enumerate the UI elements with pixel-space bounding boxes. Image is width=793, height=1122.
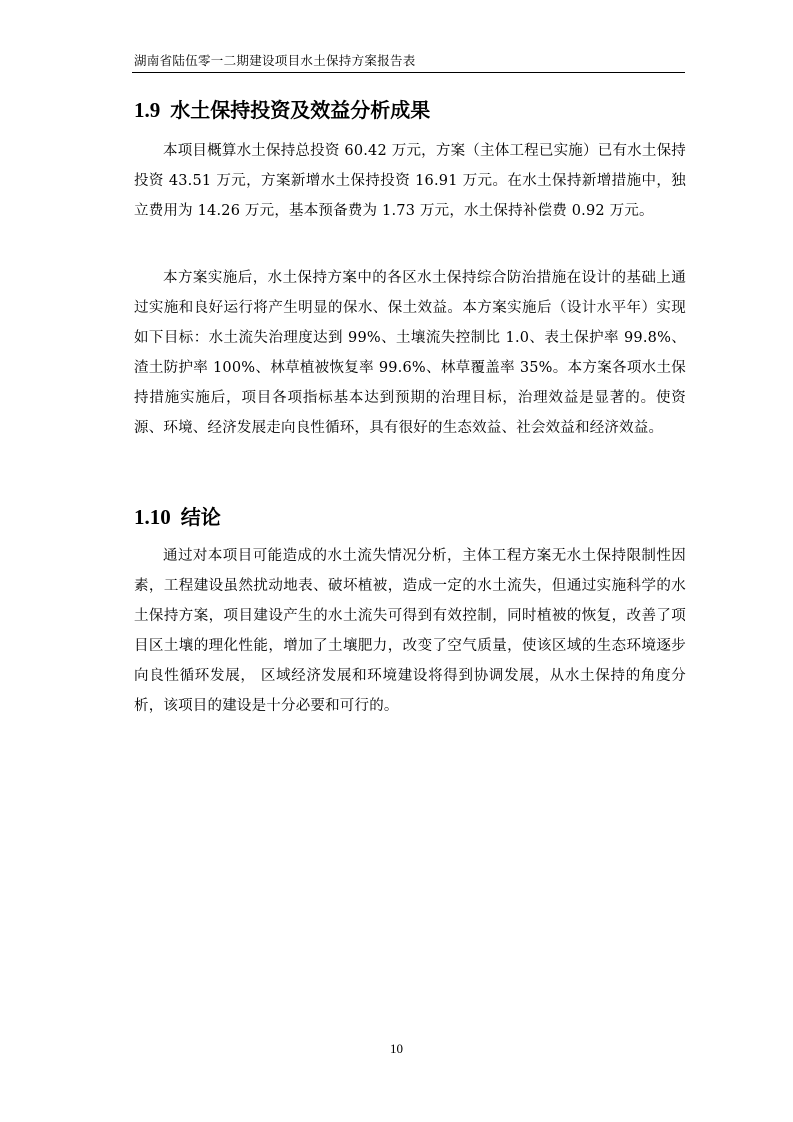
page-number: 10: [390, 1041, 403, 1056]
section-number: 1.10: [134, 505, 171, 529]
paragraph-investment: 本项目概算水土保持总投资 60.42 万元，方案（主体工程已实施）已有水土保持投资 43.51 万元，方案新增水土保持投资 16.91 万元。在水土保持新增措施中，独立费用为 14.26 万元，基本预备费为 1.73 万元，水土保持补偿费 0.92 万元。: [134, 143, 686, 219]
paragraph-conclusion: 通过对本项目可能造成的水土流失情况分析，主体工程方案无水土保持限制性因素，工程建设虽然扰动地表、破坏植被，造成一定的水土流失，但通过实施科学的水土保持方案，项目建设产生的水土流失可得到有效控制，同时植被的恢复，改善了项目区土壤的理化性能，增加了土壤肥力，改变了空气质量，使该区域的生态环境逐步向良性循环发展， 区域经济发展和环境建设将得到协调发展，从水土保持的角度分析，该项目的建设是十分必要和可行的。: [134, 548, 686, 714]
paragraph-benefits: 本方案实施后，水土保持方案中的各区水土保持综合防治措施在设计的基础上通过实施和良好运行将产生明显的保水、保土效益。本方案实施后（设计水平年）实现如下目标：水土流失治理度达到 99%、土壤流失控制比 1.0、表土保护率 99.8%、渣土防护率 100%、林草植被恢复率 99.6%、林草覆盖率 35%。本方案各项水土保持措施实施后，项目各项指标基本达到预期的治理目标，治理效益是显著的。使资源、环境、经济发展走向良性循环，具有很好的生态效益、社会效益和经济效益。: [134, 270, 686, 436]
section-heading-1-9: [134, 94, 430, 123]
section-heading-1-10: [134, 501, 221, 530]
header-rule: [132, 72, 685, 73]
section-title: 水土保持投资及效益分析成果: [170, 98, 431, 122]
section-number: 1.9: [134, 98, 161, 122]
running-header: 湖南省陆伍零一二期建设项目水土保持方案报告表: [134, 53, 416, 68]
section-title: 结论: [180, 505, 221, 529]
